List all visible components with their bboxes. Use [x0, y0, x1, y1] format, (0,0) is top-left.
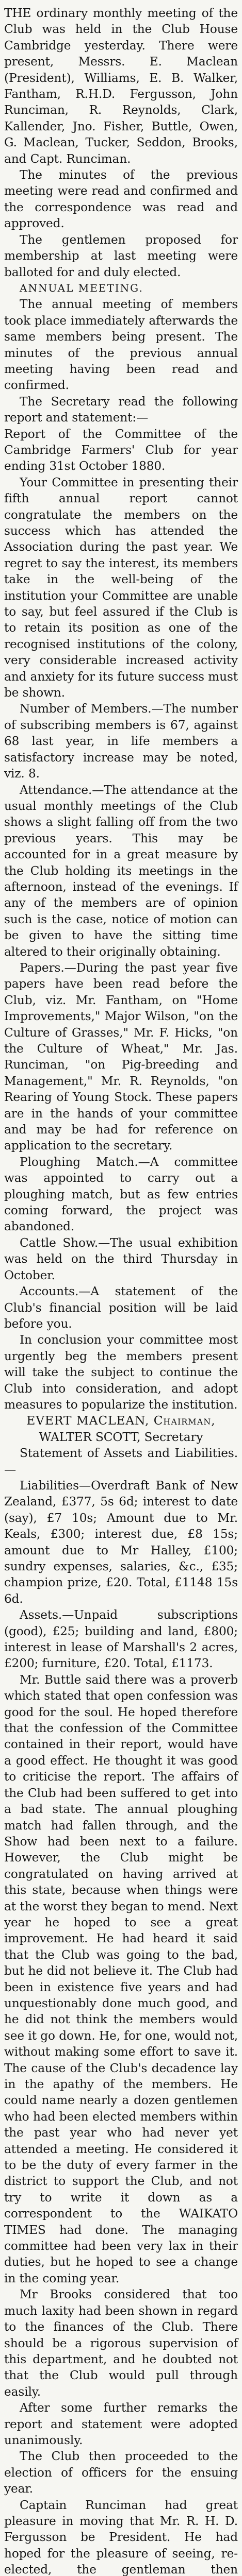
annual-paragraph-2: The Secretary read the following report and statement:— — [4, 394, 238, 425]
report-paragraph-1: Your Committee in presenting their fifth annual report cannot congratulate the members on the success which has attended the Association during the past year. We regret to say the interest, its members take in the well-being of the institution your Committee are unable to say, but feel assured if the Club is to retain its position as one of the recognised institutions of the colony, very considerable increased activity and anxiety for its future success must be shown. — [4, 475, 238, 700]
president-nomination: Captain Runciman had great pleasure in moving that Mr. R. H. D. Fergusson be President. He had hoped for the pleasure of seeing, re-elected, the gentleman then — [4, 2498, 238, 2576]
report-paragraph-ploughing: Ploughing Match.—A committee was appointed to carry out a ploughing match, but as few entries coming forward, the project was abandoned. — [4, 1155, 238, 1234]
report-adopted: After some further remarks the report and statement were adopted unanimously. — [4, 2401, 238, 2447]
annual-meeting-heading: ANNUAL MEETING. — [20, 281, 143, 294]
signature-chairman: EVERT MACLEAN, Chairman, — [26, 1414, 216, 1428]
article-column — [4, 5, 238, 2576]
report-paragraph-cattle-show: Cattle Show.—The usual exhibition was held on the third Thursday in October. — [4, 1235, 238, 1282]
signature-secretary: WALTER SCOTT, Secretary — [39, 1430, 203, 1444]
report-intro: Report of the Committee of the Cambridge Farmers' Club for year ending 31st October 1880. — [4, 427, 238, 473]
statement-liabilities: Liabilities—Overdraft Bank of New Zealand, £377, 5s 6d; interest to date (say), £7 10s; Amount due to Mr. Keals, £300; interest due, £8 15s; amount due to Mr Halley, £100; sundry expenses, salaries, &c., £35; champion prize, £20. Total, £1148 15s 6d. — [4, 1478, 238, 1606]
report-paragraph-attendance: Attendance.—The attendance at the usual monthly meetings of the Club shows a slight falling off from the two previous years. This may be accounted for in a great measure by the Club holding its meetings in the afternoon, instead of the evenings. If any of the members are of opinion such is the case, notice of motion can be given to have the sitting time altered to their originally obtaining. — [4, 783, 238, 959]
statement-assets: Assets.—Unpaid subscriptions (good), £25; building and land, £800; interest in lease of Marshall's 2 acres, £200; furniture, £20. Total, £1173. — [4, 1608, 238, 1671]
report-paragraph-conclusion: In conclusion your committee most urgently beg the members present will take the subject to continue the Club into consideration, and adopt measures to popularize the institution. — [4, 1333, 238, 1412]
report-paragraph-accounts: Accounts.—A statement of the Club's financial position will be laid before you. — [4, 1284, 238, 1331]
statement-title: Statement of Assets and Liabilities.— — [4, 1446, 238, 1477]
report-paragraph-papers: Papers.—During the past year five papers have been read before the Club, viz. Mr. Fantham, on "Home Improvements," Major Wilson, "on the Culture of Grasses," Mr. F. Hicks, "on the Culture of Wheat," Mr. Jas. Runciman, "on Pig-breeding and Management," Mr. R. Reynolds, "on Rearing of Young Stock. These papers are in the hands of your committee and may be had for reference on application to the secretary. — [4, 960, 238, 1153]
election-start: The Club then proceeded to the election of officers for the ensuing year. — [4, 2449, 238, 2496]
ballot-paragraph: The gentlemen proposed for membership at last meeting were balloted for and duly elected. — [4, 232, 238, 279]
minutes-paragraph: The minutes of the previous meeting were read and confirmed and the correspondence was read and approved. — [4, 168, 238, 231]
opening-paragraph: THE ordinary monthly meeting of the Club was held in the Club House Cambridge yesterday. There were present, Messrs. E. Maclean (President), Williams, E. B. Walker, Fantham, R.H.D. Fergusson, John Runciman, R. Reynolds, Clark, Kallender, Jno. Fisher, Buttle, Owen, G. Maclean, Tucker, Seddon, Brooks, and Capt. Runciman. — [4, 6, 238, 166]
report-paragraph-members: Number of Members.—The number of subscribing members is 67, against 68 last year, in life members a satisfactory increase may be noted, viz. 8. — [4, 702, 238, 781]
buttle-remarks: Mr. Buttle said there was a proverb which stated that open confession was good for the soul. He hoped therefore that the confession of the Committee contained in their report, would have a good effect. He thought it was good to criticise the report. The affairs of the Club had been suffered to get into a bad state. The annual ploughing match had fallen through, and the Show had been next to a failure. However, the Club might be congratulated on having arrived at this state, because when things were at the worst they began to mend. Next year he hoped to see a great improvement. He had heard it said that the Club was going to the bad, but he did not believe it. The Club had been in existence five years and had unquestionably done much good, and he did not think the members would see it go down. He, for one, would not, without making some effort to save it. The cause of the Club's decadence lay in the apathy of the members. He could name nearly a dozen gentlemen who had been elected members within the past year who had never yet attended a meeting. He considered it to be the duty of every farmer in the district to support the Club, and not try to write it down as a correspondent to the WAIKATO TIMES had done. The managing committee had been very lax in their duties, but he hoped to see a change in the coming year. — [4, 1672, 238, 2285]
brooks-remarks: Mr Brooks considered that too much laxity had been shown in regard to the finances of the Club. There should be a rigorous supervision of this department, and he doubted not that the Club would pull through easily. — [4, 2287, 238, 2399]
annual-paragraph-1: The annual meeting of members took place immediately afterwards the same members being present. The minutes of the previous annual meeting having been read and confirmed. — [4, 297, 238, 393]
